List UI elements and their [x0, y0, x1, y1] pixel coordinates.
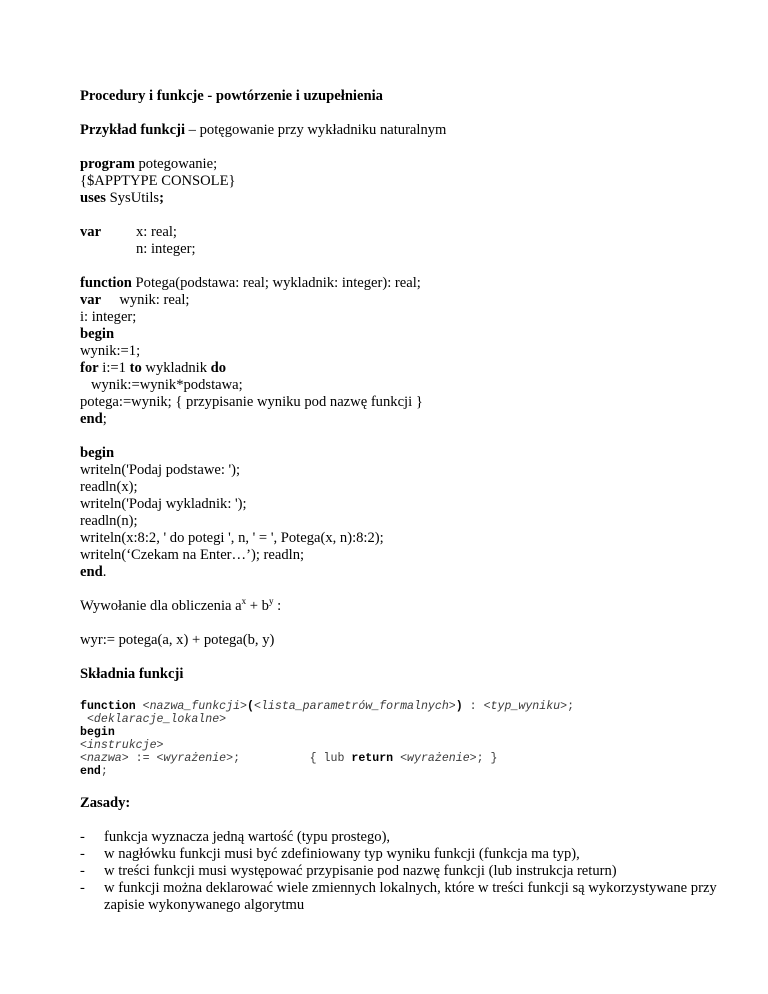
rule-text: w nagłówku funkcji musi być zdefiniowany typ wyniku funkcji (funkcja ma typ), [104, 846, 580, 862]
code-line: readln(n); [80, 513, 138, 529]
code-line: writeln('Podaj wykladnik: '); [80, 496, 247, 512]
code-line: potega:=wynik; { przypisanie wyniku pod nazwę funkcji } [80, 394, 423, 410]
syntax-listing [80, 700, 720, 778]
keyword: end [80, 765, 101, 778]
keyword: return [351, 752, 394, 765]
placeholder: <nazwa_funkcji> [142, 700, 248, 713]
code-text: := [128, 752, 157, 765]
placeholder: <lista_parametrów_formalnych> [253, 700, 456, 713]
code-line: x: real; [136, 224, 177, 240]
code-text: ; [159, 190, 164, 206]
syntax-line [80, 752, 720, 765]
placeholder: <typ_wyniku> [483, 700, 568, 713]
call-text: Wywołanie dla obliczenia a [80, 598, 242, 614]
example-label: Przykład funkcji [80, 122, 185, 138]
bullet-dash: - [80, 863, 85, 879]
syntax-line [80, 765, 720, 778]
code-line: readln(x); [80, 479, 138, 495]
code-line: writeln(x:8:2, ' do potegi ', n, ' = ', Potega(x, n):8:2); [80, 530, 384, 546]
code-line: i: integer; [80, 309, 137, 325]
syntax-heading: Składnia funkcji [80, 666, 184, 682]
code-text: wynik: real; [101, 292, 190, 308]
keyword: function [80, 275, 132, 291]
placeholder: <wyrażenie> [156, 752, 234, 765]
code-text: SysUtils [105, 190, 160, 206]
bullet-dash: - [80, 829, 85, 845]
code-text: ; [100, 765, 108, 778]
syntax-line: <instrukcje> [80, 739, 164, 752]
code-line: n: integer; [136, 241, 196, 257]
keyword: for [80, 360, 99, 376]
code-text: wykladnik [141, 360, 211, 376]
comment: ; } [476, 752, 498, 765]
code-line [80, 190, 720, 207]
keyword: to [129, 360, 142, 376]
code-text [136, 700, 143, 713]
rules-heading: Zasady: [80, 795, 131, 811]
code-line [80, 292, 720, 309]
code-line [80, 156, 720, 173]
rule-text: funkcja wyznacza jedną wartość (typu prostego), [104, 829, 391, 845]
keyword: var [80, 224, 102, 240]
list-item [80, 863, 720, 880]
program-listing [80, 156, 720, 581]
code-text: ) [455, 700, 463, 713]
code-line [80, 275, 720, 292]
placeholder: <nazwa> [80, 752, 129, 765]
keyword: uses [80, 190, 106, 206]
syntax-line: <deklaracje_lokalne> [80, 713, 227, 726]
example-line [80, 122, 720, 139]
code-text: : [462, 700, 484, 713]
example-description: – potęgowanie przy wykładniku naturalnym [185, 122, 447, 138]
keyword: end [80, 411, 103, 427]
code-line: begin [80, 445, 115, 461]
syntax-line [80, 700, 720, 713]
bullet-dash: - [80, 880, 85, 896]
code-line: wynik:=wynik*podstawa; [80, 377, 243, 393]
code-text: ; [102, 411, 107, 427]
superscript: y [268, 596, 274, 606]
call-text: : [273, 598, 282, 614]
code-line: wynik:=1; [80, 343, 141, 359]
page-title: Procedury i funkcje - powtórzenie i uzupełnienia [80, 88, 383, 104]
call-description [80, 598, 720, 615]
code-line: {$APPTYPE CONSOLE} [80, 173, 236, 189]
list-item [80, 880, 720, 914]
call-text: + b [246, 598, 269, 614]
code-line [80, 411, 720, 428]
placeholder: <wyrażenie> [400, 752, 477, 765]
rule-text: w funkcji można deklarować wiele zmiennych lokalnych, które w treści funkcji są wykorzystywane przy zapisie wykonywanego algorytmu [104, 880, 717, 913]
bullet-dash: - [80, 846, 85, 862]
code-text: potegowanie; [134, 156, 218, 172]
syntax-line: begin [80, 726, 115, 739]
var-block [80, 224, 720, 258]
code-text: . [102, 564, 107, 580]
code-line: begin [80, 326, 115, 342]
superscript: x [241, 596, 247, 606]
code-text: ( [247, 700, 254, 713]
keyword: do [210, 360, 227, 376]
code-line [80, 360, 720, 377]
spacing [240, 752, 310, 765]
list-item [80, 846, 720, 863]
code-line: writeln('Podaj podstawe: '); [80, 462, 241, 478]
code-line [80, 564, 720, 581]
code-text: Potega(podstawa: real; wykladnik: integer): real; [131, 275, 421, 291]
comment: { lub [309, 752, 352, 765]
rules-list [80, 829, 720, 914]
keyword: function [80, 700, 136, 713]
keyword: program [80, 156, 135, 172]
code-line: writeln(‘Czekam na Enter…’); readln; [80, 547, 305, 563]
code-text: ; [233, 752, 241, 765]
code-text: i:=1 [98, 360, 130, 376]
code-text: ; [567, 700, 575, 713]
call-expression: wyr:= potega(a, x) + potega(b, y) [80, 632, 275, 648]
keyword: var [80, 292, 102, 308]
keyword: end [80, 564, 103, 580]
document-page [80, 88, 720, 914]
rule-text: w treści funkcji musi występować przypisanie pod nazwę funkcji (lub instrukcja return) [104, 863, 617, 879]
list-item [80, 829, 720, 846]
